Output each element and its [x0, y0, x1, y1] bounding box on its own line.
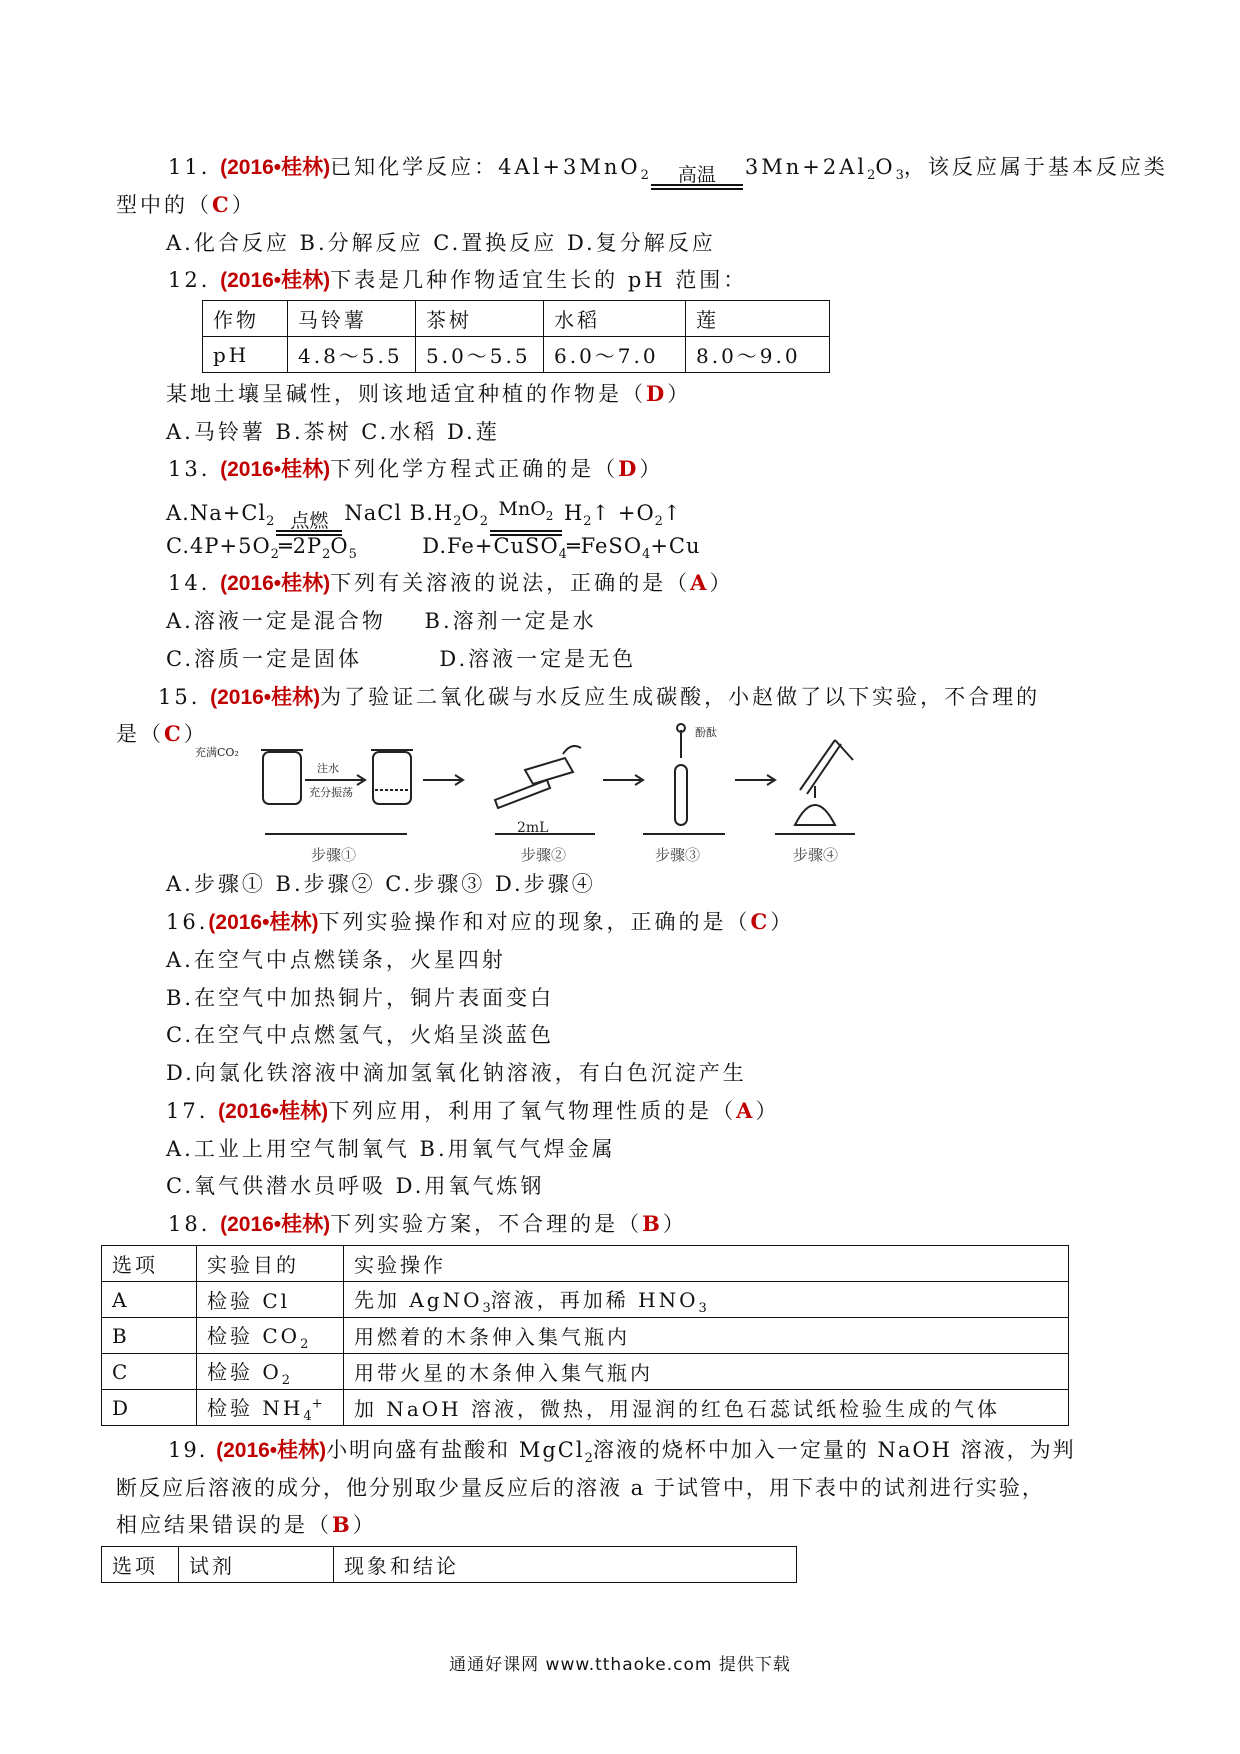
q19-stem: 19. (2016•桂林)小明向盛有盐酸和 MgCl$_2$溶液的烧杯中加入一定量的 NaOH 溶液，为判 — [168, 1438, 1076, 1467]
q13-answer: D — [618, 456, 640, 481]
table-row: C 检验 $O_2$ 用带火星的木条伸入集气瓶内 — [102, 1354, 1069, 1390]
q14-options-2: C.溶质一定是固体 D.溶液一定是无色 — [166, 647, 637, 671]
q15-experiment-figure — [195, 720, 915, 870]
alcohol-lamp-icon — [795, 805, 835, 825]
q17-stem: 17. (2016•桂林)下列应用，利用了氧气物理性质的是（A） — [166, 1098, 780, 1123]
gas-jar-water-icon — [373, 752, 411, 804]
q19-line3: 相应结果错误的是（B） — [116, 1512, 377, 1537]
q16-option-a: A.在空气中点燃镁条，火星四射 — [166, 948, 506, 972]
svg-text:充分振荡: 充分振荡 — [309, 786, 353, 799]
table-row: pH 4.8～5.5 5.0～5.5 6.0～7.0 8.0～9.0 — [203, 337, 830, 373]
table-row: 选项 试剂 现象和结论 — [102, 1547, 797, 1583]
q18-table — [101, 1245, 1069, 1426]
q15-answer: C — [164, 721, 184, 746]
table-row: B 检验 $CO_2$ 用燃着的木条伸入集气瓶内 — [102, 1318, 1069, 1354]
q17-options-2: C.氧气供潜水员呼吸 D.用氧气炼钢 — [166, 1174, 545, 1198]
q16-option-d: D.向氯化铁溶液中滴加氢氧化钠溶液，有白色沉淀产生 — [166, 1061, 747, 1085]
gas-jar-icon — [263, 752, 301, 804]
fig-step-3: 步骤③ — [655, 846, 701, 864]
q15-stem2: 是（C） — [116, 721, 208, 746]
q19-answer: B — [332, 1512, 353, 1537]
fig-gas-label: 充满CO₂ — [195, 746, 239, 759]
q17-answer: A — [736, 1098, 756, 1123]
q19-line2: 断反应后溶液的成分，他分别取少量反应后的溶液 a 于试管中，用下表中的试剂进行实验， — [116, 1476, 1045, 1500]
test-tube-dropper-icon — [675, 765, 687, 825]
fig-step-4: 步骤④ — [793, 846, 839, 864]
q11-answer: C — [212, 192, 232, 217]
q14-options-1: A.溶液一定是混合物 B.溶剂一定是水 — [166, 609, 597, 633]
q12-options: A.马铃薯 B.茶树 C.水稻 D.莲 — [166, 420, 500, 444]
q11-line1: 11. (2016•桂林)已知化学反应：4Al+3MnO$_2$ 高温 $3Mn+2Al_2O_3$，该反应属于基本反应类 — [168, 153, 1168, 190]
q12-stem2: 某地土壤呈碱性，则该地适宜种植的作物是（D） — [166, 381, 692, 406]
q13-options-cd: $C.4P+5O_2═2P_2O_5$ D.Fe+CuSO$_4$═FeSO$_4$+Cu — [166, 534, 701, 563]
q19-table — [101, 1546, 797, 1583]
q11-condition: 高温 — [651, 166, 743, 190]
q11-source: (2016•桂林) — [220, 156, 331, 179]
q16-option-b: B.在空气中加热铜片，铜片表面变白 — [166, 986, 555, 1010]
q11-options: A.化合反应 B.分解反应 C.置换反应 D.复分解反应 — [166, 231, 716, 255]
test-tube-icon — [495, 780, 550, 808]
q13-stem: 13. (2016•桂林)下列化学方程式正确的是（D） — [168, 456, 664, 481]
svg-text:2mL: 2mL — [517, 820, 549, 836]
q15-options: A.步骤① B.步骤② C.步骤③ D.步骤④ — [166, 872, 596, 896]
q13-options-ab: $A.Na+Cl_2$ 点燃 NaCl $B.H_2O_2MnO_2$ $H_2↑$ $+O_2↑$ — [166, 494, 682, 536]
q18-answer: B — [642, 1211, 663, 1236]
q11-number: 11. — [168, 155, 211, 179]
q16-option-c: C.在空气中点燃氢气，火焰呈淡蓝色 — [166, 1023, 554, 1047]
page-footer: 通通好课网 www.tthaoke.com 提供下载 — [449, 1655, 791, 1675]
svg-text:注水: 注水 — [317, 762, 339, 775]
table-row: A 检验 Cl 先加 AgNO$_3$溶液，再加稀 $HNO_3$ — [102, 1282, 1069, 1318]
svg-text:酚酞: 酚酞 — [695, 726, 717, 739]
table-row: D 检验 $NH_4^+$ 加 NaOH 溶液，微热，用湿润的红色石蕊试纸检验生成的气体 — [102, 1390, 1069, 1426]
q12-stem: 12. (2016•桂林)下表是几种作物适宜生长的 pH 范围： — [168, 268, 748, 292]
table-row: 选项 实验目的 实验操作 — [102, 1246, 1069, 1282]
q12-answer: D — [646, 381, 668, 406]
q16-stem: 16.(2016•桂林)下列实验操作和对应的现象，正确的是（C） — [166, 909, 795, 934]
table-row: 作物 马铃薯 茶树 水稻 莲 — [203, 301, 830, 337]
q14-answer: A — [690, 570, 710, 595]
q11-line2: 型中的（C） — [116, 192, 256, 217]
q16-answer: C — [750, 909, 771, 934]
fig-step-1: 步骤① — [311, 846, 357, 864]
q14-stem: 14. (2016•桂林)下列有关溶液的说法，正确的是（A） — [168, 570, 734, 595]
q17-options-1: A.工业上用空气制氧气 B.用氧气气焊金属 — [166, 1137, 616, 1161]
q18-stem: 18. (2016•桂林)下列实验方案，不合理的是（B） — [168, 1211, 687, 1236]
q12-ph-table — [202, 300, 830, 373]
q15-stem: 15. (2016•桂林)为了验证二氧化碳与水反应生成碳酸，小赵做了以下实验，不合理的 — [158, 685, 1041, 709]
fig-step-2: 步骤② — [521, 846, 567, 864]
heating-tube-icon — [800, 740, 835, 790]
